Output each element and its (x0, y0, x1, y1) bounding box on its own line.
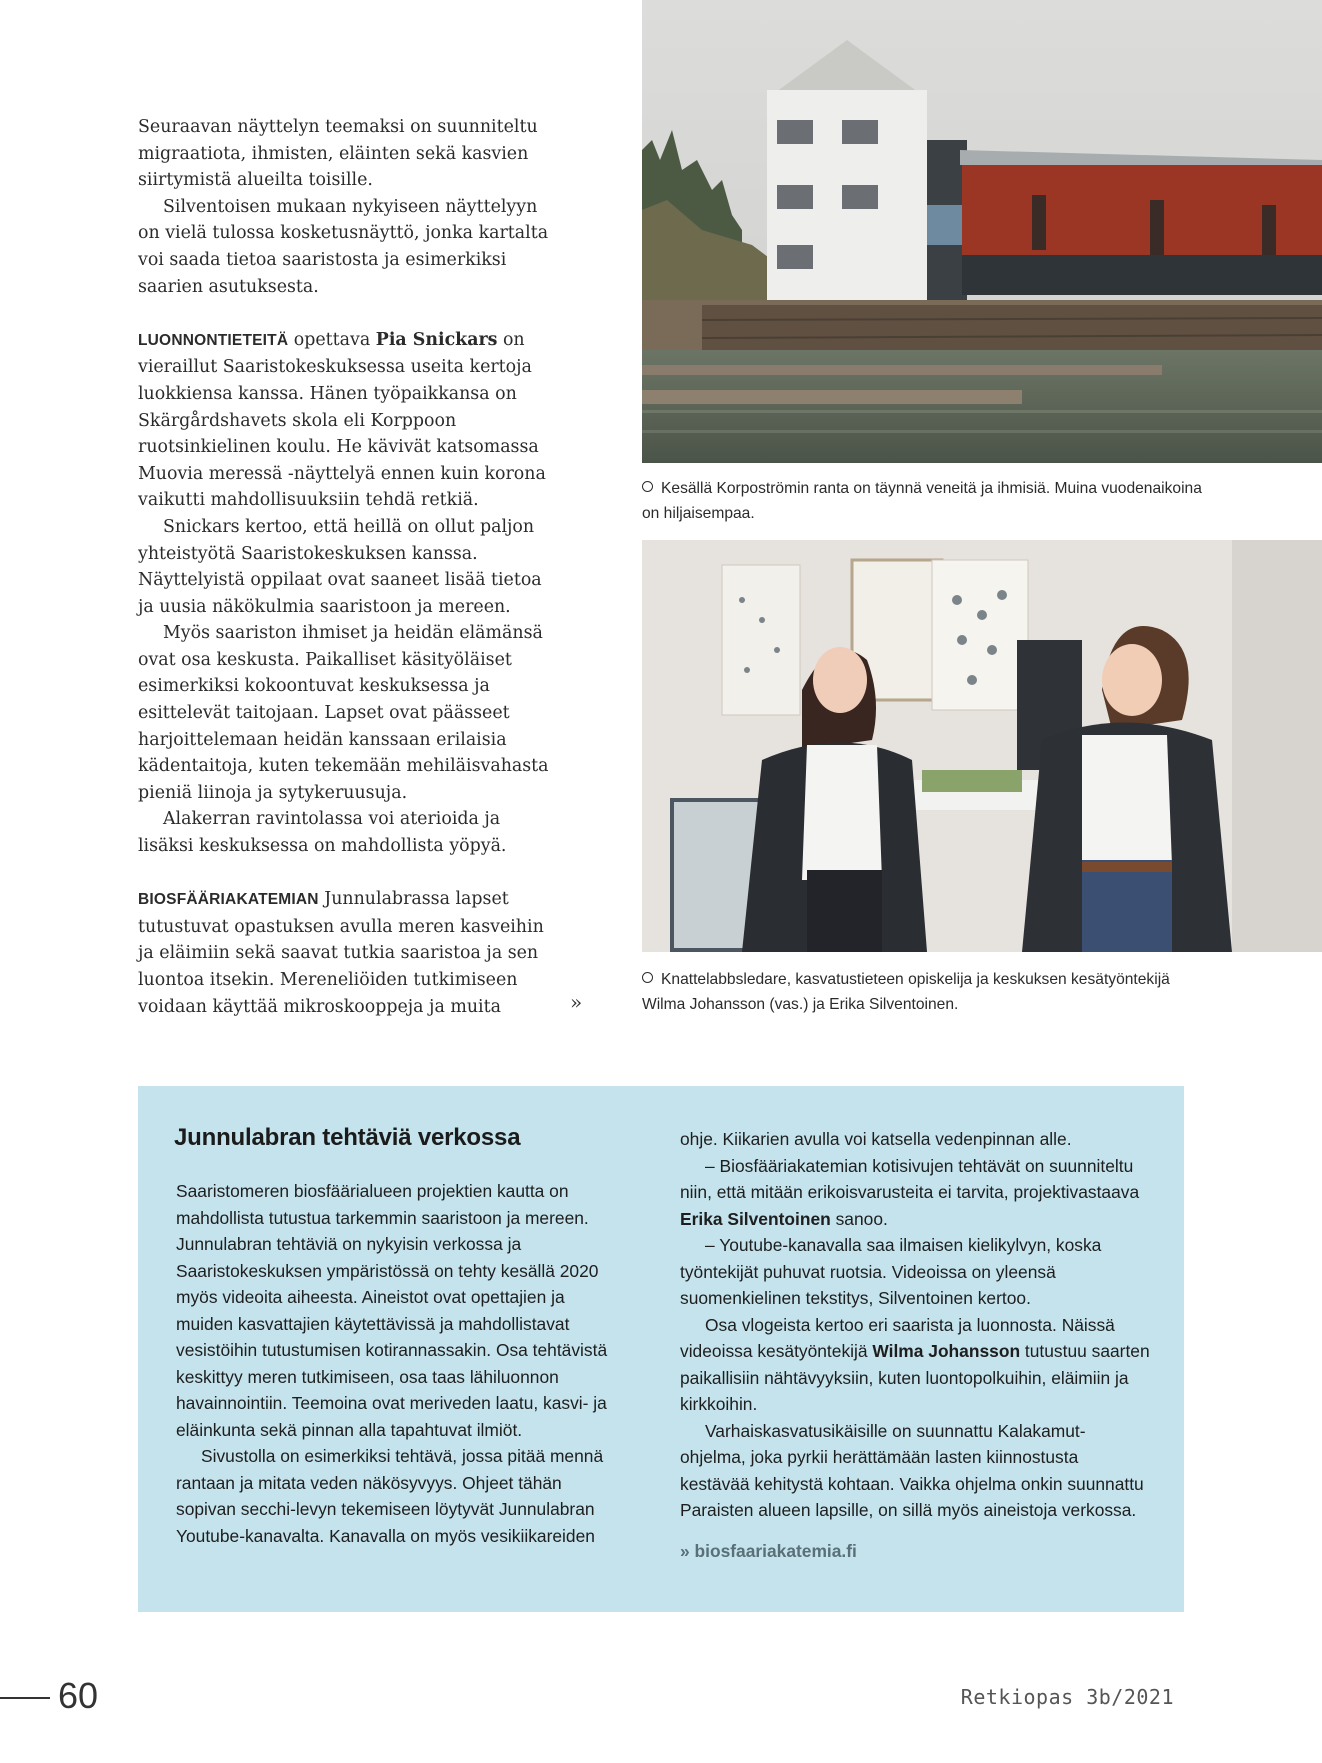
caption-bullet-icon (642, 972, 653, 983)
footer-rule (0, 1697, 50, 1699)
lead-in-word: BIOSFÄÄRIAKATEMIAN (138, 891, 319, 909)
person-name: Erika Silventoinen (680, 1208, 831, 1229)
info-box-paragraph: Saaristomeren biosfäärialueen projektien kautta on mahdollista tutustua tarkemmin saaristoon ja mereen. Junnulabran tehtäviä on nykyisin verkossa ja Saaristokeskuksen ympäristössä on tehty kesällä 2020 myös videoita aiheesta. Aineistot ovat opettajien ja muiden kasvattajien käytettävissä ja mahdollistavat vesistöihin tutustumisen kotirannassakin. Osa tehtävistä keskittyy meren tutkimiseen, osa taas lähiluonnon havainnointiin. Teemoina ovat meriveden laatu, kasvi- ja eläinkunta sekä pinnan alla tapahtuvat ilmiöt. (176, 1181, 608, 1440)
info-box-paragraph: Sivustolla on esimerkiksi tehtävä, jossa pitää mennä rantaan ja mitata veden näkösyvyys. Ohjeet tähän sopivan secchi-levyn tekemiseen löytyvät Junnulabran Youtube-kanavalta. Kanavalla on myös vesikiikareiden (176, 1446, 604, 1546)
magazine-issue: Retkiopas 3b/2021 (960, 1685, 1174, 1709)
info-box-right-column (680, 1126, 1150, 1564)
article-column (138, 114, 558, 1020)
continue-marker: » (570, 990, 583, 1014)
article-paragraph: Seuraavan näyttelyn teemaksi on suunniteltu migraatiota, ihmisten, eläinten sekä kasvien siirtymistä alueilta toisille. (138, 117, 538, 191)
info-box-paragraph: – Biosfääriakatemian kotisivujen tehtävät on suunniteltu niin, että mitään erikoisvarusteita ei tarvita, projektivastaava Erika Silventoinen sanoo. (680, 1155, 1140, 1229)
article-paragraph: Snickars kertoo, että heillä on ollut paljon yhteistyötä Saaristokeskuksen kanssa. Näyttelyistä oppilaat ovat saaneet lisää tietoa ja uusia näkökulmia saaristoon ja mereen. (138, 516, 542, 617)
website-link[interactable]: » biosfaariakatemia.fi (680, 1540, 857, 1561)
article-paragraph: Myös saariston ihmiset ja heidän elämänsä ovat osa keskusta. Paikalliset käsityöläiset esimerkiksi kokoontuvat keskuksessa ja esittelevät taitojaan. Lapset ovat päässeet harjoittelemaan heidän kanssaan erilaisia kädentaitoja, kuten tekemään mehiläisvahasta pieniä liinoja ja sytykeruusuja. (138, 623, 549, 803)
lead-in-word: LUONNONTIETEITÄ (138, 331, 289, 349)
info-box (138, 1086, 1184, 1612)
info-box-paragraph: – Youtube-kanavalla saa ilmaisen kielikylvyn, koska työntekijät puhuvat ruotsia. Videoissa on yleensä suomenkielinen tekstitys, Silventoinen kertoo. (680, 1235, 1102, 1308)
exhibition-staff-photo (642, 540, 1322, 952)
info-box-paragraph: Osa vlogeista kertoo eri saarista ja luonnosta. Näissä videoissa kesätyöntekijä Wilma Johansson tutustuu saarten paikallisiin nähtävyyksiin, kuten luontopolkuihin, eläimiin ja kirkkoihin. (680, 1314, 1150, 1414)
article-paragraph: Alakerran ravintolassa voi aterioida ja lisäksi keskuksessa on mahdollista yöpyä. (138, 809, 507, 857)
page-number: 60 (58, 1675, 99, 1716)
caption-bullet-icon (642, 481, 653, 492)
person-name: Pia Snickars (375, 329, 498, 350)
info-box-paragraph: ohje. Kiikarien avulla voi katsella vedenpinnan alle. (680, 1129, 1072, 1149)
article-paragraph: Silventoisen mukaan nykyiseen näyttelyyn on vielä tulossa kosketusnäyttö, jonka kartalta voi saada tietoa saaristosta ja esimerkiksi saarien asutuksesta. (138, 196, 549, 297)
photo-caption: Kesällä Korpoströmin ranta on täynnä veneitä ja ihmisiä. Muina vuodenaikoina on hiljaisempaa. (642, 480, 1202, 522)
harbour-building-photo (642, 0, 1322, 463)
person-name: Wilma Johansson (872, 1341, 1021, 1361)
info-box-left-column (176, 1178, 626, 1549)
photo-caption: Knattelabbsledare, kasvatustieteen opiskelija ja keskuksen kesätyöntekijä Wilma Johansson (vas.) ja Erika Silventoinen. (642, 971, 1170, 1013)
article-paragraph: LUONNONTIETEITÄ opettava Pia Snickars on vieraillut Saaristokeskuksessa useita kertoja luokkiensa kanssa. Hänen työpaikkansa on Skärgårdshavets skola eli Korppoon ruotsinkielinen koulu. He kävivät katsomassa Muovia meressä -näyttelyä ennen kuin korona vaikutti mahdollisuuksiin tehdä retkiä. (138, 329, 546, 511)
harbour-photo-illustration (642, 0, 1322, 463)
info-box-paragraph: Varhaiskasvatusikäisille on suunnattu Kalakamut-ohjelma, joka pyrkii herättämään lasten kiinnostusta kestävää kehitystä kohtaan. Vaikka ohjelma onkin suunnattu Paraisten alueen lapsille, on sillä myös aineistoja verkossa. (680, 1420, 1144, 1520)
staff-photo-illustration (642, 540, 1322, 952)
article-paragraph: BIOSFÄÄRIAKATEMIAN Junnulabrassa lapset tutustuvat opastuksen avulla meren kasveihin ja eläimiin sekä saavat tutkia saaristoa ja sen luontoa itsekin. Mereneliöiden tutkimiseen voidaan käyttää mikroskooppeja ja muita (138, 889, 544, 1017)
info-box-title: Junnulabran tehtäviä verkossa (174, 1124, 521, 1151)
